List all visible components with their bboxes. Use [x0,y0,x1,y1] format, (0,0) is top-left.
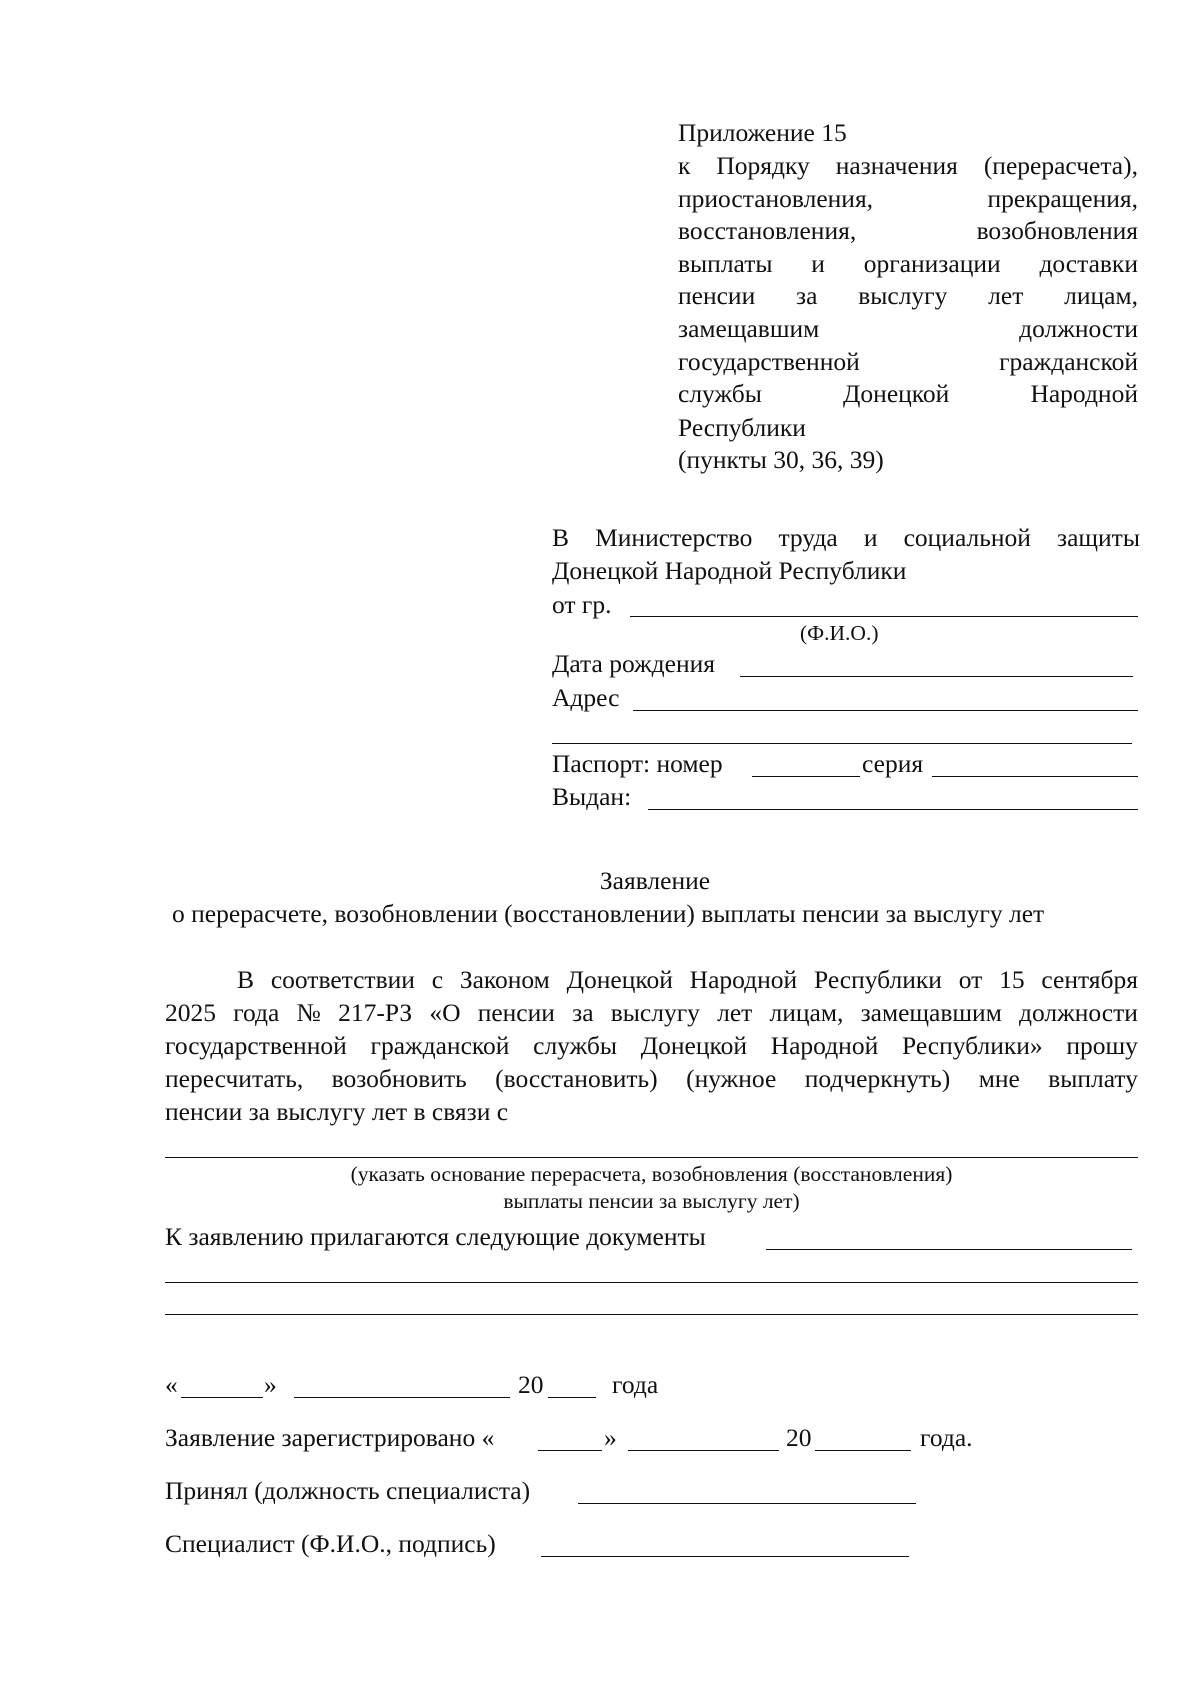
addressee-word: защиты [1057,523,1140,552]
body-word: (восстановить) [495,1064,658,1093]
addressee-word: Министерство [595,523,753,552]
date-close-quote: » [264,1370,277,1399]
body-word: Донецкой [640,1031,747,1060]
body-word: подчеркнуть) [804,1064,951,1093]
appendix-line [678,216,1138,246]
appendix-line [678,184,1138,214]
appendix-line [678,151,1138,181]
issued-label: Выдан: [552,782,632,811]
body-word: Донецкой [566,965,673,994]
body-word: выплату [1048,1064,1138,1093]
appendix-line [678,314,1138,344]
appendix-word: (перерасчета), [983,151,1138,180]
body-line [237,965,1138,995]
appendix-word: восстановления, [678,216,857,246]
specialist-label: Специалист (Ф.И.О., подпись) [165,1529,496,1558]
body-word: гражданской [370,1031,510,1060]
date-year-prefix: 20 [518,1370,544,1399]
body-word: соответствии [270,965,415,994]
body-word: Народной [770,1031,879,1060]
appendix-word: прекращения, [987,183,1138,213]
body-word: службы [533,1031,617,1060]
body-word: года [233,998,280,1027]
accepted-label: Принял (должность специалиста) [165,1476,531,1505]
registered-label: Заявление зарегистрировано « [165,1423,495,1452]
body-word: мне [978,1064,1020,1093]
body-word: (нужное [686,1064,777,1093]
appendix-word: Донецкой [843,379,950,409]
appendix-word: к [678,151,691,180]
statement-title: Заявление [599,866,711,895]
registered-year-prefix: 20 [786,1423,812,1452]
body-word: Республики» [901,1031,1043,1060]
body-word: от [958,965,983,994]
passport-series-label: серия [862,749,924,778]
body-line [165,998,1138,1028]
statement-subtitle: о перерасчете, возобновлении (восстановлении) выплаты пенсии за выслугу лет [172,899,1045,928]
date-day-field[interactable] [181,1397,263,1398]
reason-hint-2: выплаты пенсии за выслугу лет) [503,1189,800,1213]
appendix-word: выслугу [858,281,948,311]
body-word: государственной [165,1031,347,1060]
passport-number-field[interactable] [752,776,860,777]
body-word: пересчитать, [165,1064,304,1093]
from-label: от гр. [552,590,612,619]
documents-field[interactable] [766,1249,1132,1250]
body-word: 2025 [165,998,216,1027]
body-word: пенсии [477,998,555,1027]
appendix-word: государственной [678,346,860,376]
appendix-word: за [796,281,818,311]
body-word: В [237,965,255,994]
appendix-word: назначения [835,151,958,180]
body-word: «О [429,998,461,1027]
body-line [165,1064,1138,1094]
addressee-line-1 [552,523,1140,553]
appendix-word: приостановления, [678,183,874,213]
documents-field-line-3[interactable] [165,1314,1138,1315]
passport-series-field[interactable] [932,776,1138,777]
appendix-title: Приложение 15 [678,118,847,147]
fio-field[interactable] [630,616,1138,617]
appendix-word: выплаты [678,248,773,278]
appendix-line-last: Республики [678,413,806,442]
appendix-word: организации [863,248,1001,278]
body-word: лет [717,998,753,1027]
body-word: возобновить [331,1064,467,1093]
reason-field[interactable] [165,1157,1138,1158]
reason-hint-1: (указать основание перерасчета, возобновления (восстановления) [350,1162,953,1186]
body-word: сентября [1041,965,1138,994]
body-line [165,1031,1138,1061]
addressee-word: и [863,523,878,552]
date-year-field[interactable] [548,1397,596,1398]
appendix-line [678,379,1138,409]
address-label: Адрес [552,683,620,712]
address-field[interactable] [633,710,1138,711]
registered-year-word: года. [920,1423,973,1452]
registered-day-field[interactable] [538,1450,602,1451]
date-year-word: года [612,1370,659,1399]
registered-month-field[interactable] [628,1450,779,1451]
body-word: 217-РЗ [338,998,413,1027]
appendix-word: возобновления [976,216,1138,246]
body-word: Республики [814,965,942,994]
registered-year-field[interactable] [815,1450,911,1451]
addressee-line-2: Донецкой Народной Республики [552,556,907,585]
birth-date-label: Дата рождения [552,649,715,678]
body-word: прошу [1066,1031,1138,1060]
specialist-field[interactable] [541,1556,909,1557]
date-open-quote: « [165,1370,178,1399]
appendix-word: доставки [1039,248,1138,278]
appendix-word: лет [988,281,1024,311]
appendix-word: замещавшим [678,314,820,343]
address-field-line-2[interactable] [552,743,1132,744]
body-word: Народной [689,965,798,994]
body-word: Законом [459,965,550,994]
accepted-field[interactable] [578,1503,916,1504]
body-word: лицам, [769,998,844,1027]
appendix-word: лицам, [1064,281,1138,311]
appendix-word: гражданской [999,346,1138,376]
body-word: 15 [999,965,1025,994]
appendix-word: пенсии [678,281,756,311]
addressee-word: труда [778,523,838,552]
documents-field-line-2[interactable] [165,1282,1138,1283]
appendix-word: Народной [1030,379,1138,409]
appendix-line [678,347,1138,377]
appendix-word: и [811,248,825,278]
passport-label: Паспорт: номер [552,749,723,778]
addressee-word: социальной [903,523,1031,552]
birth-date-field[interactable] [740,676,1133,677]
issued-field[interactable] [648,809,1138,810]
addressee-word: В [552,523,570,552]
appendix-line [678,249,1138,279]
body-word: с [431,965,444,994]
registered-close-quote: » [604,1423,617,1452]
appendix-points: (пункты 30, 36, 39) [678,445,884,474]
body-word: должности [1019,998,1138,1027]
body-word: № [296,998,321,1027]
appendix-word: должности [1019,314,1138,343]
body-word: выслугу [610,998,700,1027]
appendix-word: Порядку [716,151,810,180]
body-word: за [572,998,594,1027]
appendix-line [678,281,1138,311]
body-last-line: пенсии за выслугу лет в связи с [165,1097,509,1126]
appendix-word: службы [678,379,762,409]
fio-hint: (Ф.И.О.) [800,621,879,645]
body-word: замещавшим [860,998,1002,1027]
documents-label: К заявлению прилагаются следующие документы [165,1222,706,1251]
date-month-field[interactable] [294,1397,510,1398]
